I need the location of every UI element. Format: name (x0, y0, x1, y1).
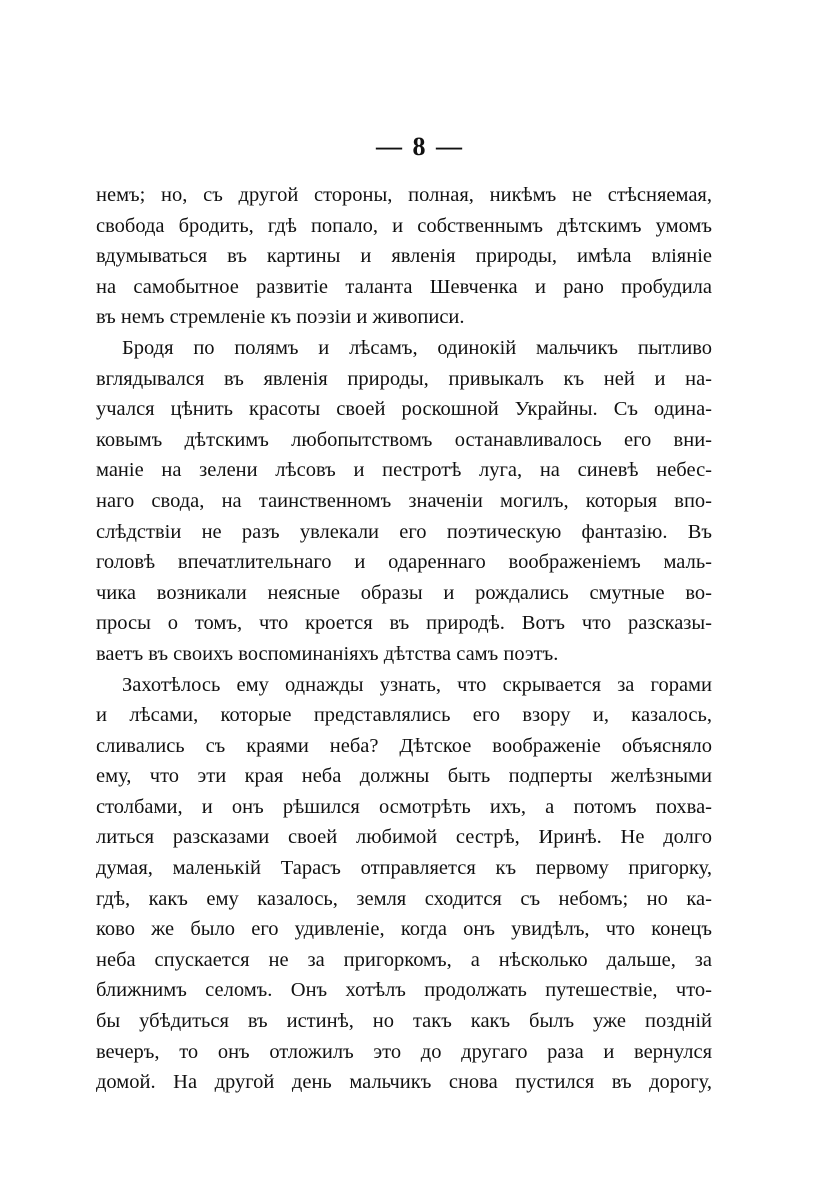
text-line: наго свода, на таинственномъ значеніи могилъ, которыя впо- (96, 489, 712, 512)
paragraph (96, 180, 712, 333)
text-line: просы о томъ, что кроется въ природѣ. Вотъ что разсказы- (96, 612, 712, 635)
text-line: Бродя по полямъ и лѣсамъ, одинокій мальчикъ пытливо (122, 336, 712, 359)
text-line: свобода бродить, гдѣ попало, и собственнымъ дѣтскимъ умомъ (96, 214, 712, 237)
text-line: литься разсказами своей любимой сестрѣ, Иринѣ. Не долго (96, 826, 712, 849)
text-line: учался цѣнить красоты своей роскошной Украйны. Съ одина- (96, 398, 712, 421)
text-line: слѣдствіи не разъ увлекали его поэтическую фантазію. Въ (96, 520, 712, 543)
text-line: ковымъ дѣтскимъ любопытствомъ останавливалось его вни- (96, 428, 712, 451)
text-line: головѣ впечатлительнаго и одареннаго воображеніемъ маль- (96, 551, 712, 574)
text-line: въ немъ стремленіе къ поэзіи и живописи. (96, 306, 465, 329)
text-line: вдумываться въ картины и явленія природы, имѣла вліяніе (96, 245, 712, 268)
text-line: Захотѣлось ему однажды узнать, что скрывается за горами (122, 673, 712, 696)
text-line: домой. На другой день мальчикъ снова пустился въ дорогу, (96, 1071, 712, 1094)
text-line: вечеръ, то онъ отложилъ это до другаго раза и вернулся (96, 1040, 712, 1063)
text-line: сливались съ краями неба? Дѣтское воображеніе объясняло (96, 734, 712, 757)
text-line: ково же было его удивленіе, когда онъ увидѣлъ, что конецъ (96, 918, 712, 941)
page-number: — 8 — (376, 132, 464, 161)
paragraph (96, 333, 712, 670)
text-line: ему, что эти края неба должны быть подперты желѣзными (96, 765, 712, 788)
text-line: и лѣсами, которые представлялись его взору и, казалось, (96, 704, 712, 727)
text-line: ближнимъ селомъ. Онъ хотѣлъ продолжать путешествіе, что- (96, 979, 712, 1002)
text-line: вглядывался въ явленія природы, привыкалъ къ ней и на- (96, 367, 712, 390)
text-line: неба спускается не за пригоркомъ, а нѣсколько дальше, за (96, 948, 712, 971)
text-line: бы убѣдиться въ истинѣ, но такъ какъ былъ уже поздній (96, 1010, 712, 1033)
text-line: немъ; но, съ другой стороны, полная, никѣмъ не стѣсняемая, (96, 184, 712, 206)
text-line: думая, маленькій Тарасъ отправляется къ первому пригорку, (96, 857, 712, 880)
body-text (96, 180, 712, 1098)
paragraph (96, 670, 712, 1098)
text-line: маніе на зелени лѣсовъ и пестротѣ луга, на синевѣ небес- (96, 459, 712, 482)
text-line: чика возникали неясные образы и рождались смутные во- (96, 581, 712, 604)
text-line: ваетъ въ своихъ воспоминаніяхъ дѣтства самъ поэтъ. (96, 642, 559, 665)
text-line: гдѣ, какъ ему казалось, земля сходится съ небомъ; но ка- (96, 887, 712, 910)
text-line: на самобытное развитіе таланта Шевченка и рано пробудила (96, 275, 712, 298)
text-line: столбами, и онъ рѣшился осмотрѣть ихъ, а потомъ похва- (96, 795, 712, 818)
